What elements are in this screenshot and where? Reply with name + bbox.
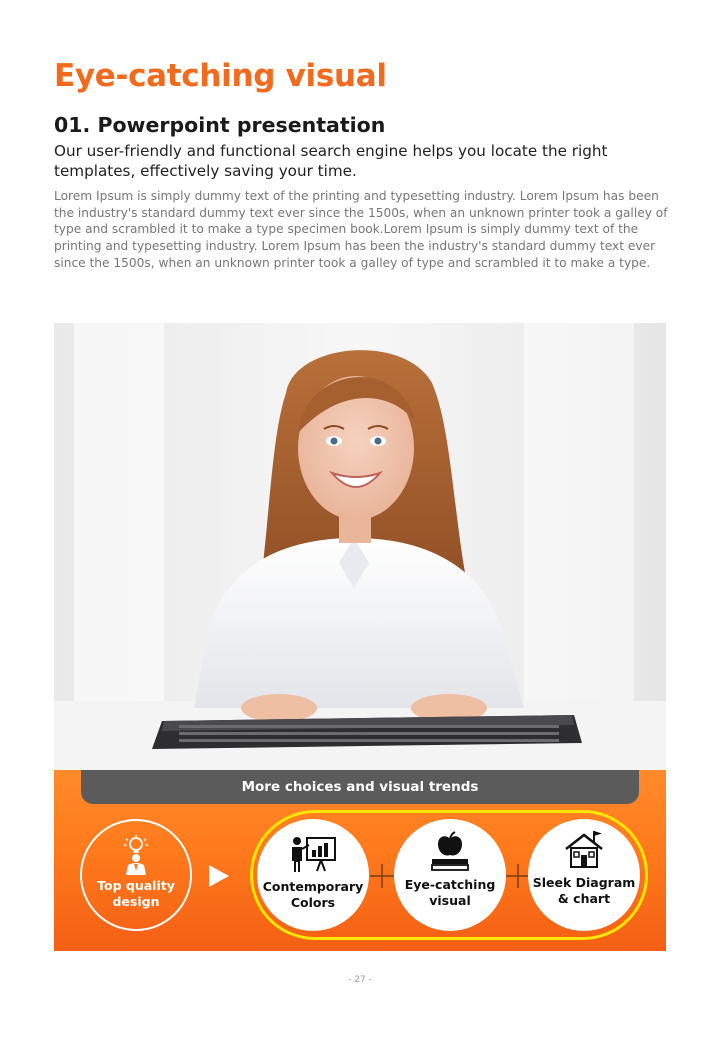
page-number: - 27 - <box>348 975 372 985</box>
photo-girl-at-keyboard-icon <box>54 323 666 771</box>
lead-paragraph: Our user-friendly and functional search engine helps you locate the right templates, effectively saving your time. <box>54 142 608 180</box>
arrow-right-icon <box>207 865 231 887</box>
feature-eye-catching-visual <box>394 819 506 931</box>
section-heading: 01. Powerpoint presentation <box>54 113 386 137</box>
feature-label-line2: & chart <box>557 890 611 906</box>
feature-band <box>54 770 666 951</box>
feature-label-line1: Contemporary <box>262 879 364 894</box>
hero-photo <box>54 323 666 771</box>
presenter-board-icon <box>289 835 337 873</box>
idea-person-icon <box>117 835 155 875</box>
feature-top-quality <box>80 819 192 931</box>
plus-icon <box>370 864 394 888</box>
feature-label-line2: visual <box>429 892 471 908</box>
feature-label-line1: Sleek Diagram <box>532 875 636 890</box>
feature-label-line2: design <box>112 893 160 909</box>
house-flag-icon <box>562 829 606 869</box>
page-title: Eye-catching visual <box>54 58 387 94</box>
feature-contemporary-colors <box>257 819 369 931</box>
feature-label-line1: Top quality <box>97 878 175 893</box>
plus-icon <box>506 864 530 888</box>
feature-label-line2: Colors <box>290 894 336 910</box>
feature-label-line1: Eye-catching <box>404 877 496 892</box>
trend-bar: More choices and visual trends <box>81 770 639 804</box>
apple-books-icon <box>428 831 472 871</box>
body-paragraph: Lorem Ipsum is simply dummy text of the printing and typesetting industry. Lorem Ipsum has been the industry's standard dummy text ever since the 1500s, when an unknown printer took a galley of type and scrambled it to make a type specimen book.Lorem Ipsum is simply dummy text of the printing and typesetting industry. Lorem Ipsum has been the industry's standard dummy text ever since the 1500s, when an unknown printer took a galley of type and scrambled it to make a type. <box>54 189 668 270</box>
feature-sleek-diagram <box>528 819 640 931</box>
